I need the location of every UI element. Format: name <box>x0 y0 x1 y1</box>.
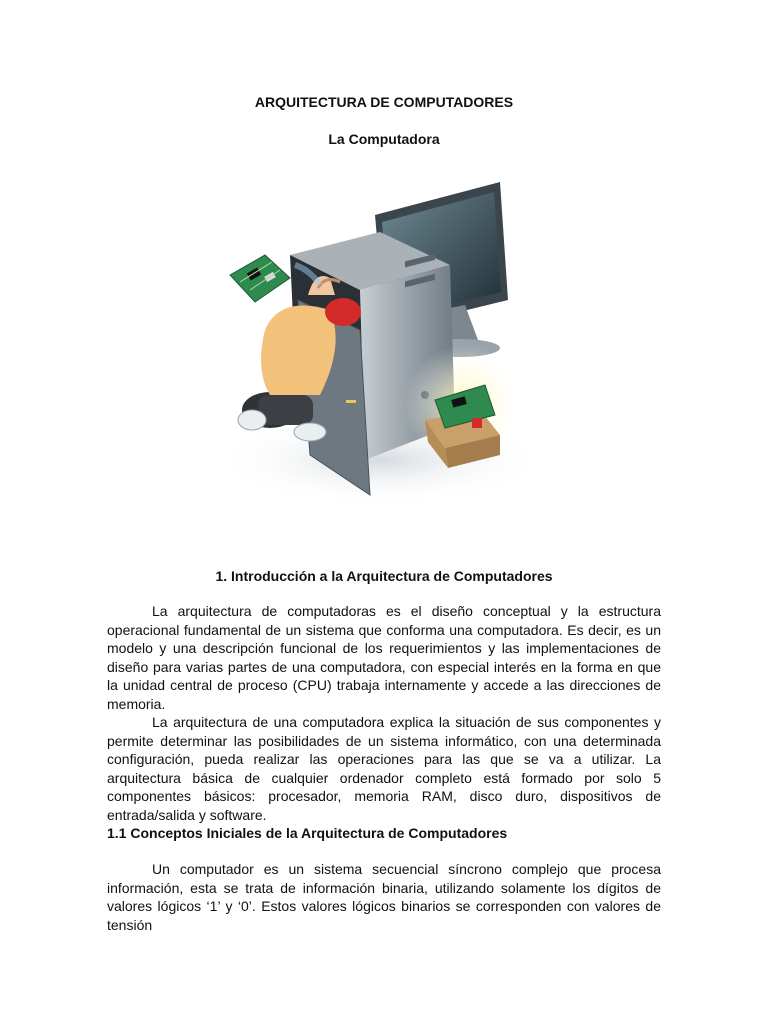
paragraph-conceptos-1: Un computador es un sistema secuencial síncrono complejo que procesa información, esta se trata de información binaria, utilizando solamente los dígitos de valores lógicos ‘1’ y ‘0’. Estos valores lógicos binarios se corresponden con valores de tensión <box>107 861 661 933</box>
paragraph-intro-1: La arquitectura de computadoras es el diseño conceptual y la estructura operacional fundamental de un sistema que conforma una computadora. Es decir, es un modelo y una descripción funcional de los requerimientos y las implementaciones de diseño para varias partes de una computadora, con especial interés en la forma en que la unidad central de proceso (CPU) trabaja internamente y accede a las direcciones de memoria. <box>107 603 661 712</box>
circuit-board-left-icon <box>230 255 290 302</box>
section-heading-introduccion: 1. Introducción a la Arquitectura de Computadores <box>215 568 553 584</box>
document-title: ARQUITECTURA DE COMPUTADORES <box>254 94 514 110</box>
paragraph-intro-2: La arquitectura de una computadora explica la situación de sus componentes y permite determinar las posibilidades de un sistema informático, con una determinada configuración, pueda realizar las operaciones para las que se va a utilizar. La arquitectura básica de cualquier ordenador completo está formado por solo 5 componentes básicos: procesador, memoria RAM, disco duro, dispositivos de entrada/salida y software. <box>107 714 661 823</box>
technician-repairing-computer-illustration <box>210 170 550 510</box>
section-heading-conceptos: 1.1 Conceptos Iniciales de la Arquitectura de Computadores <box>107 825 508 841</box>
document-subtitle: La Computadora <box>328 131 440 147</box>
